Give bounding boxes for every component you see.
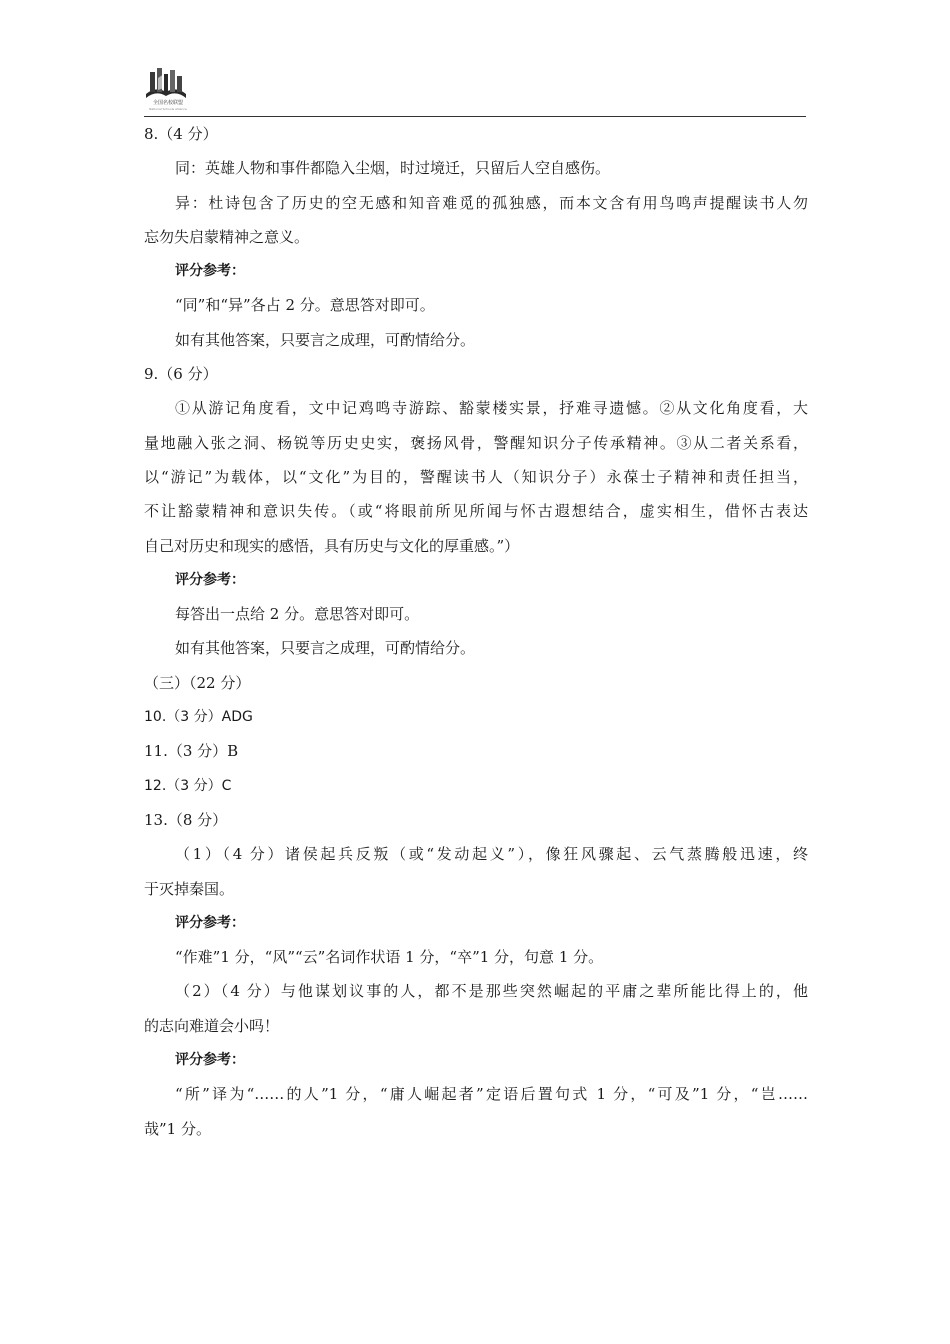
answer-line: 哉”1 分。 — [144, 1119, 211, 1138]
answer-line: （1）（4 分）诸侯起兵反叛（或“发动起义”），像狂风骤起、云气蒸腾般迅速，终 — [175, 845, 808, 864]
answer-line: 每答出一点给 2 分。意思答对即可。 — [175, 605, 420, 624]
answer-line: 自己对历史和现实的感悟，具有历史与文化的厚重感。”） — [144, 536, 520, 555]
answer-line: 10.（3 分）ADG — [144, 709, 253, 726]
grading-reference-heading: 评分参考： — [175, 1052, 245, 1069]
answer-line: 异：杜诗包含了历史的空无感和知音难觅的孤独感，而本文含有用鸟鸣声提醒读书人勿 — [175, 193, 808, 212]
answer-line: 不让豁蒙精神和意识失传。（或“将眼前所见所闻与怀古遐想结合，虚实相生，借怀古表达 — [144, 502, 808, 521]
answer-line: 量地融入张之洞、杨锐等历史史实，褒扬风骨，警醒知识分子传承精神。③从二者关系看， — [144, 433, 808, 452]
answer-line: “作难”1 分，“风”“云”名词作状语 1 分，“卒”1 分，句意 1 分。 — [175, 948, 604, 967]
answer-line: 的志向难道会小吗！ — [144, 1016, 280, 1035]
answer-line: 13.（8 分） — [144, 810, 228, 829]
section-heading: （三）（22 分） — [144, 673, 251, 692]
page-header — [144, 64, 806, 116]
answer-line: 如有其他答案，只要言之成理，可酌情给分。 — [175, 639, 476, 658]
answer-line: 以“游记”为载体，以“文化”为目的，警醒读书人（知识分子）永葆士子精神和责任担当， — [144, 467, 808, 486]
grading-reference-heading: 评分参考： — [175, 914, 245, 931]
answer-content — [144, 117, 808, 1146]
answer-line: 11.（3 分）B — [144, 742, 239, 761]
answer-line: 9.（6 分） — [144, 365, 218, 384]
answer-line: 8.（4 分） — [144, 125, 218, 143]
answer-line: 忘勿失启蒙精神之意义。 — [144, 227, 310, 246]
logo-subtext: National Schools Alliance — [149, 107, 187, 111]
answer-line: 如有其他答案，只要言之成理，可酌情给分。 — [175, 330, 476, 349]
answer-line: 同：英雄人物和事件都隐入尘烟，时过境迁，只留后人空自感伤。 — [175, 159, 611, 178]
answer-line: “同”和“异”各占 2 分。意思答对即可。 — [175, 296, 435, 315]
grading-reference-heading: 评分参考： — [175, 263, 245, 280]
answer-line: “所”译为“……的人”1 分，“庸人崛起者”定语后置句式 1 分，“可及”1 分，“岂…… — [175, 1085, 808, 1104]
answer-line: 12.（3 分）C — [144, 777, 232, 794]
answer-line: ①从游记角度看，文中记鸡鸣寺游踪、豁蒙楼实景，抒难寻遗憾。②从文化角度看，大 — [175, 399, 808, 418]
answer-line: （2）（4 分）与他谋划议事的人，都不是那些突然崛起的平庸之辈所能比得上的，他 — [175, 982, 808, 1001]
logo-text: 全国名校联盟 — [152, 100, 183, 106]
answer-line: 于灭掉秦国。 — [144, 879, 235, 898]
grading-reference-heading: 评分参考： — [175, 571, 245, 588]
